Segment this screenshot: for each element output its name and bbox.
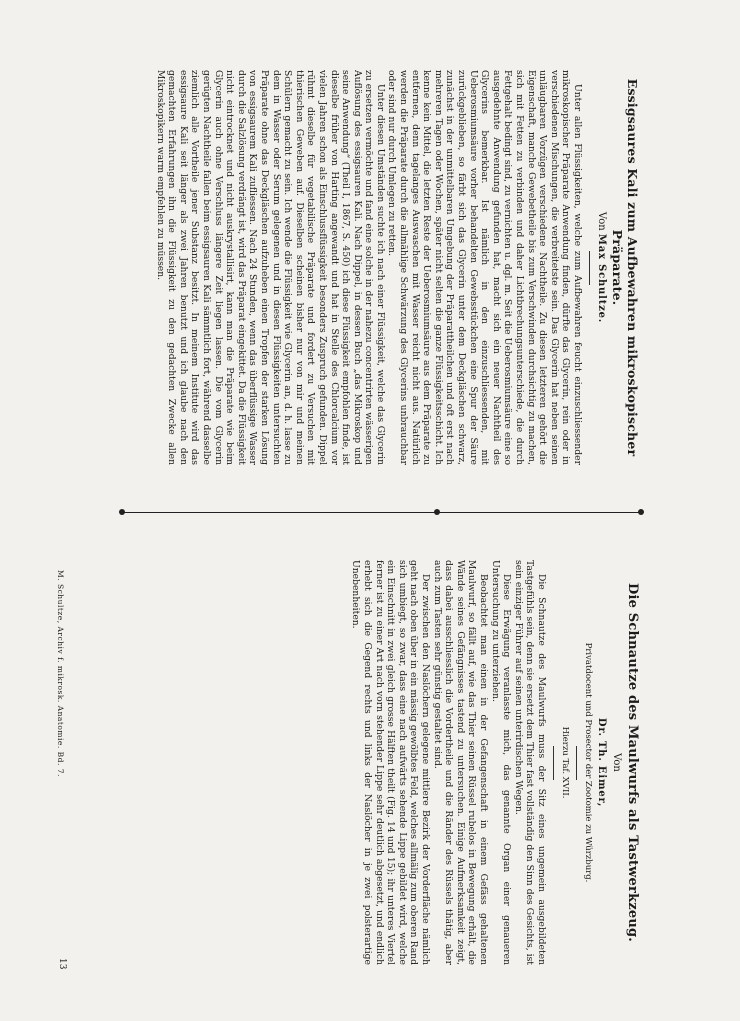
- divider-dot: [434, 509, 440, 515]
- paragraph: Diese Erwägung veranlasste mich, das genannte Organ einer genaueren Untersuchung zu unterziehen.: [489, 560, 513, 965]
- author-name: [595, 560, 608, 965]
- journal-footer: M. Schultze, Archiv f. mikrosk. Anatomie. Bd. 7.: [56, 570, 65, 777]
- paragraph: Beobachtet man einen in der Gefangenschaft in einem Gefäss gehaltenen Maulwurf, so fällt auf, wie das Thier seinen Rüssel rubelos in Bewegung erhält, die Wände seines Gefängnisses tastend zu untersuchen. Einige Aufmerksamkeit zeigt, dass dabei ausschliesslich die Vordertheile und die Ränder des Rüssels thätig, aber auch zum Tasten sehr günstig gestaltet sind.: [431, 560, 490, 965]
- article-title: Die Schnautze des Maulwurfs als Tastwerkzeug.: [625, 582, 640, 943]
- paragraph: Unter allen Flüssigkeiten, welche zum Aufbewahren feucht einzuschliessender mikroskopischer Präparate Anwendung finden, dürfte das Glycerin, rein oder in verschiedenen Mischungen, die verbreitetste sein. Das Glycerin hat neben seinen unläugbaren Vorzügen verschiedene Nachtheile. Zu diesen letzteren gehört die Eigenschaft, manche Gewebetheile bis zum Verschwinden durchsichtig zu machen, sich mit Fetten zu verbinden und daher Lichtbrechungsunterschiede, die durch Fettgehalt bedingt sind, zu vernichten u. dgl. m. Seit die Ueberosmiumsäure eine so ausgedehnte Anwendung gefunden hat, macht sich ein neuer Nachtheil des Glycerins bemerkbar. Ist nämlich in den einzuschliessenden, mit Ueberosmiumsäure vorher behandelten Gewebsstückchen eine Spur der Säure zurückgeblieben, so färbt sich das Glycerin unter dem Deckgläschen schwarz, zunächst in der unmittelbaren Umgebung der Präparattheilchen und oft erst nach mehreren Tagen oder Wochen, später nicht selten die ganze Flüssigkeitsschicht. Ich kenne kein Mittel, die letzten Reste der Ueberosmiumsäure aus dem Präparate zu entfernen, denn tagelanges Auswaschen mit Wasser reicht nicht aus. Natürlich werden die Präparate durch die allmählige Schwärzung des Glycerins unbrauchbar oder sind nur durch Umlegen zu retten.: [386, 70, 583, 465]
- byline-prefix: Von: [611, 753, 622, 772]
- author-affiliation: Privatdocent und Prosector der Zootomie zu Würzburg.: [583, 642, 593, 883]
- article-title: Essigsaures Kali zum Aufbewahren mikroskopischer Präparate.: [610, 78, 640, 457]
- divider-dot: [119, 509, 125, 515]
- separator-rule: [553, 746, 554, 780]
- byline-prefix: Von: [596, 211, 607, 231]
- column-divider: [120, 512, 640, 513]
- byline: [595, 70, 608, 465]
- article-essigsaures-kali: [100, 70, 640, 465]
- separator-rule: [576, 746, 577, 780]
- paragraph: Der zwischen den Naslöchern gelegene mittlere Bezirk der Vorderfläche nämlich geht nach oben über in ein mässig gewölbtes Feld, welches allmälig zum oberen Rand sich umbiegt, so zwar, dass eine nach aufwärts sehende Lippe gebildet wird, welche ein Einschnitt in zwei gleich grosse Hälften theilt (Fig. 14 und 15); ihr unteres Viertel ferner ist zu einer Art nach vorn stehender Lippe sehr deutlich abgesetzt, und endlich erhebt sich die Gegend rechts und links der Naslöcher in je zwei polsterartige Unebenheiten.: [350, 560, 432, 965]
- divider-dot: [638, 509, 644, 515]
- author-name: Max Schultze.: [596, 233, 607, 324]
- paragraph: Die Schnautze des Maulwurfs muss der Sitz eines ungemein ausgebildeten Tastgefühls sein, denn sie ersetzt dem Thier fast vollständig den Sinn des Gesichts, ist sein einziger Führer auf seinen unterirdischen Wegen.: [512, 560, 547, 965]
- page-number: 13: [57, 958, 67, 970]
- paragraph: Unter diesen Umständen suchte ich nach einer Flüssigkeit, welche das Glycerin zu ersetzen vermöchte und fand eine solche in der nahezu concentrirten wässerigen Auflösung des essigsauren Kali. Nach Dippel, in dessen Buch „das Mikroskop und seine Anwendung“ (Theil I, 1867, S. 450) ich diese Flüssigkeit empfohlen finde, ist dieselbe früher von Harting angewandt und hat in Stelle des Chlorcalcium vor vielen Jahren schon als Einschlussflüssigkeit besonders Zuspruch gefunden. Dippel rühmt dieselbe für vegetabilische Präparate und fordert zu Versuchen mit thierischen Geweben auf. Dieselben scheinen bisher nur von mir und meinen Schülern gemacht zu sein. Ich wende die Flüssigkeit wie Glycerin an, d. h. lasse zu dem in Wasser oder Serum gelegenen und in diesen Flüssigkeiten untersuchten Präparate ohne das Deckgläschen aufzuheben einen Tropfen der starken Lösung von essigsaurem Kali zufliessen. Nach 24 Stunden, wenn das überflüssige Wasser durch die Salzlösung verdrängt ist, wird das Präparat eingekittet. Da die Flüssigkeit nicht eintrocknet und nicht auskrystallisirt, kann man die Präparate wie beim Glycerin auch ohne Verschluss längere Zeit liegen lassen. Die vom Glycerin gerügten Nachtheile fallen beim essigsauren Kali sämmtlich fort, während dasselbe ziemlich alle Vortheile jener Substanz besitzt. In meinem Institute wird das essigsaure Kali seit länger als zwei Jahren benutzt und ich glaube nach den gemachten Erfahrungen ihn die Flüssigkeit zu den gedachten Zwecke allen Mikroskopikern warm empfehlen zu müssen.: [154, 70, 386, 465]
- article-maulwurf-schnautze: [100, 560, 640, 965]
- plate-reference: Hierzu Taf. XVII.: [560, 726, 570, 799]
- author-name-text: Dr. Th. Eimer,: [596, 717, 607, 808]
- separator-rule: [589, 251, 590, 285]
